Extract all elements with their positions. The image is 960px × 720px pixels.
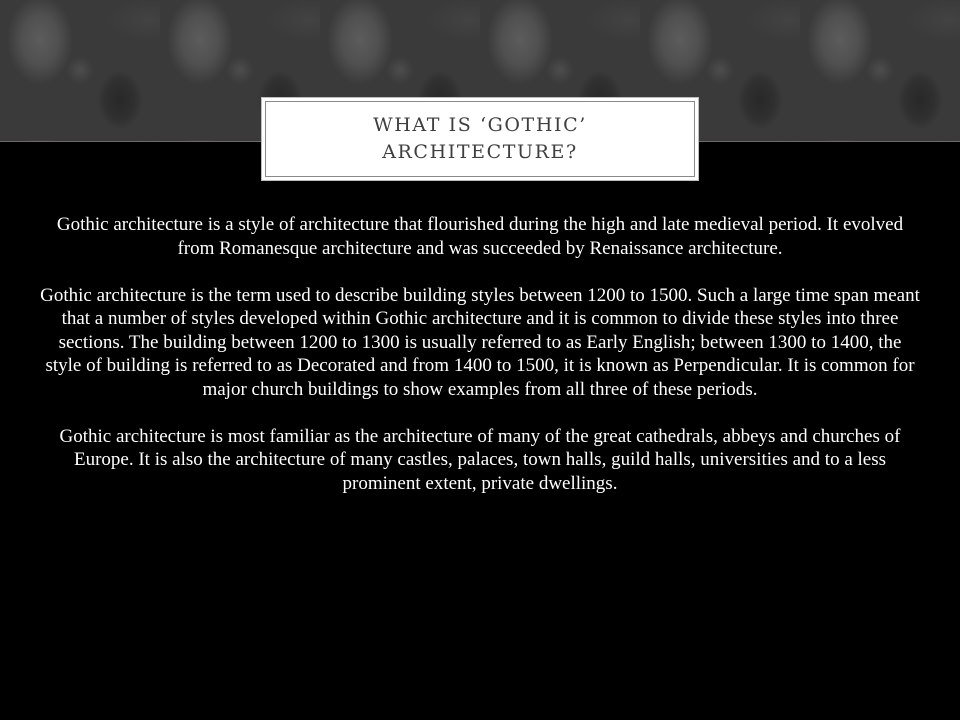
- paragraph-definition: Gothic architecture is a style of architecture that flourished during the high and late medieval period. It evolved from Romanesque architecture and was succeeded by Renaissance architecture.: [56, 214, 904, 259]
- paragraph-periods: Gothic architecture is the term used to describe building styles between 1200 to 1500. Such a large time span meant that a number of styles developed within Gothic architecture and it is common to divide these styles into three sections. The building between 1200 to 1300 is usually referred to as Early English; between 1300 to 1400, the style of building is referred to as Decorated and from 1400 to 1500, it is known as Perpendicular. It is common for major church buildings to show examples from all three of these periods.: [40, 284, 920, 400]
- slide-title-line-2: ARCHITECTURE?: [382, 141, 578, 163]
- slide-title-line-1: WHAT IS ‘GOTHIC’: [373, 114, 587, 136]
- slide-body: [40, 213, 920, 519]
- paragraph-usage: Gothic architecture is most familiar as the architecture of many of the great cathedrals, abbeys and churches of Europe. It is also the architecture of many castles, palaces, town halls, guild halls, universities and to a less prominent extent, private dwellings.: [59, 425, 901, 494]
- title-box: [261, 97, 699, 181]
- title-frame: [265, 101, 695, 177]
